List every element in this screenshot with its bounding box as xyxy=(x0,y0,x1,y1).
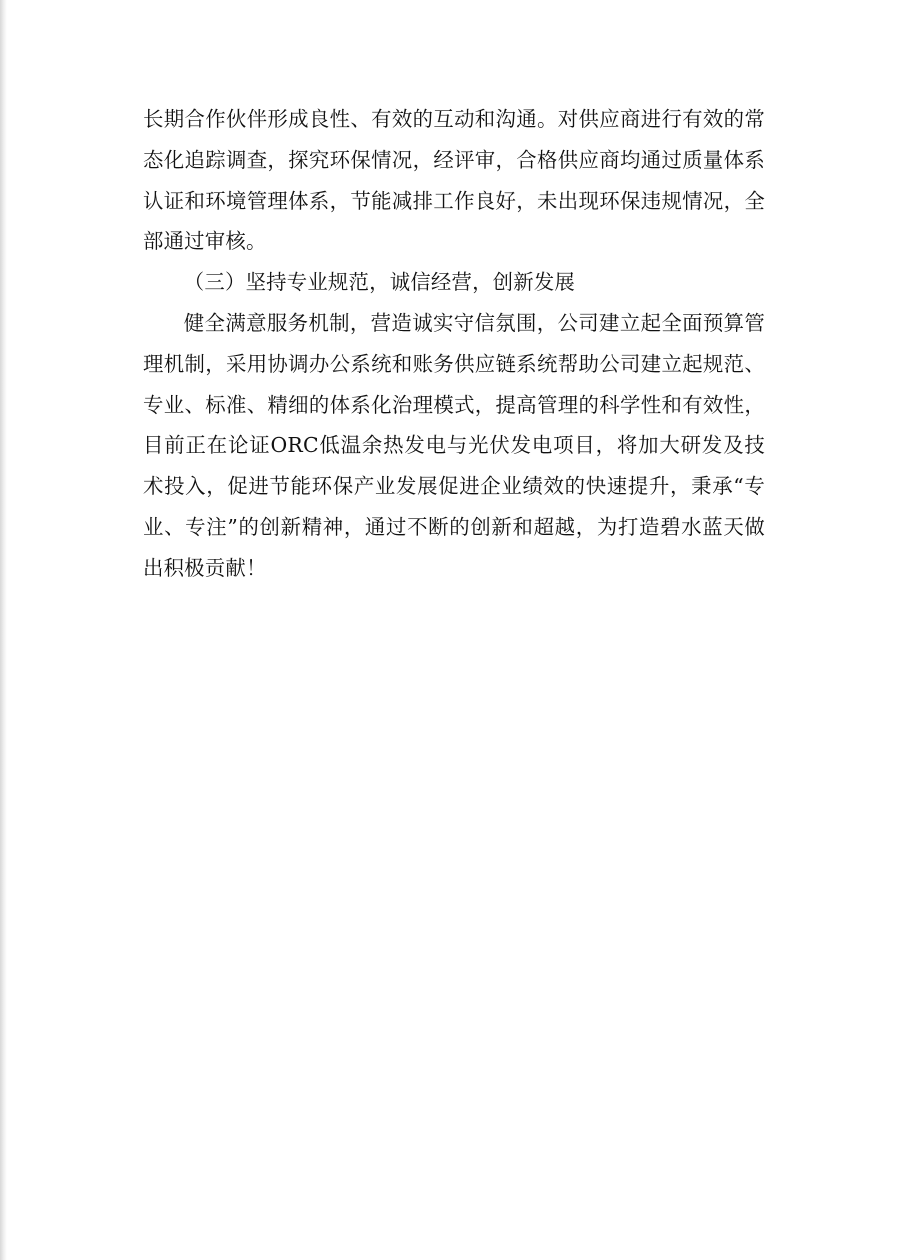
section-heading-three: （三）坚持专业规范，诚信经营，创新发展 xyxy=(183,270,576,295)
paragraph-supplier-management: 长期合作伙伴形成良性、有效的互动和沟通。对供应商进行有效的常态化追踪调查，探究环保情况，经评审，合格供应商均通过质量体系认证和环境管理体系，节能减排工作良好，未出现环保违规情况，全部通过审核。 xyxy=(143,107,765,254)
paragraph-service-mechanism: 健全满意服务机制，营造诚实守信氛围，公司建立起全面预算管理机制，采用协调办公系统和账务供应链系统帮助公司建立起规范、专业、标准、精细的体系化治理模式，提高管理的科学性和有效性，目前正在论证ORC低温余热发电与光伏发电项目，将加大研发及技术投入，促进节能环保产业发展促进企业绩效的快速提升，秉承“专业、专注”的创新精神，通过不断的创新和超越，为打造碧水蓝天做出积极贡献！ xyxy=(143,310,765,580)
document-body xyxy=(143,99,765,589)
